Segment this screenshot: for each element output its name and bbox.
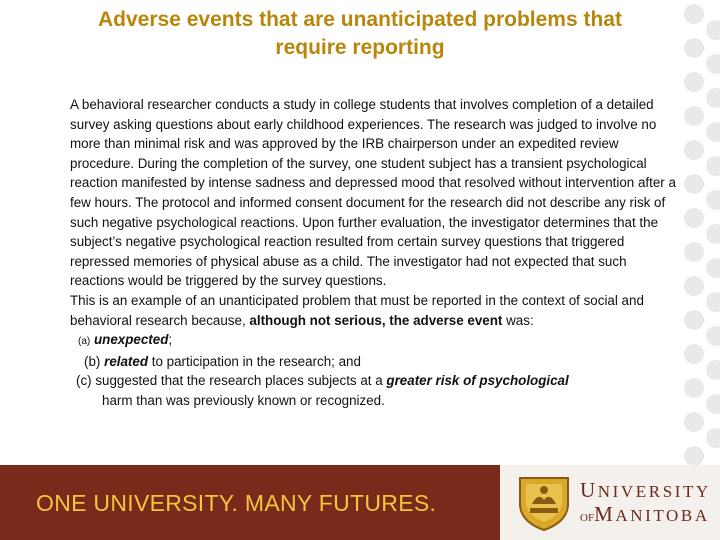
list-item-c-continuation: harm than was previously known or recognized.	[102, 392, 385, 408]
conclusion-paragraph	[70, 291, 682, 330]
slide-body	[70, 95, 682, 411]
slide-title	[20, 6, 700, 62]
list-marker-a: (a)	[78, 336, 91, 348]
conclusion-end: was:	[502, 312, 534, 328]
list-term-c: greater risk of psychological	[386, 373, 569, 389]
crest-icon	[516, 474, 572, 532]
decorative-dots	[680, 0, 720, 465]
conclusion-bold: although not serious, the adverse event	[249, 312, 503, 328]
logo-line-2: OFMANITOBA	[580, 502, 710, 526]
conclusion-text: This is an example of an unanticipated problem that must be reported in the context of social and behavioral research because,	[70, 292, 644, 328]
slide-title-line-2: require reporting	[275, 36, 445, 59]
logo-wordmark	[580, 479, 711, 530]
university-logo	[500, 465, 720, 540]
list-term-a: unexpected	[93, 332, 169, 348]
slide-title-line-1: Adverse events that are unanticipated problems that	[98, 8, 622, 31]
footer-tagline: ONE UNIVERSITY. MANY FUTURES.	[36, 490, 437, 516]
list-before-c: suggested that the research places subjects at a	[91, 373, 387, 389]
list-item-a	[70, 330, 682, 352]
list-item-b	[70, 352, 682, 372]
list-item-c	[70, 371, 682, 391]
list-marker-b: (b)	[84, 353, 101, 369]
footer-bar	[0, 465, 720, 540]
logo-line-1: UNIVERSITY	[580, 478, 711, 502]
list-marker-c: (c)	[76, 373, 92, 389]
list-after-a: ;	[168, 332, 173, 348]
list-term-b: related	[104, 353, 149, 369]
list-after-b: to participation in the research; and	[148, 353, 361, 369]
case-description: A behavioral researcher conducts a study in college students that involves completion of a detailed survey asking questions about early childhood experiences. The research was judged to involve no more than minimal risk and was approved by the IRB chairperson under an expedited review procedure. During the completion of the survey, one student subject has a transient psychological reaction manifested by intense sadness and depressed mood that resolved without intervention after a few hours. The protocol and informed consent document for the research did not describe any risk of such negative psychological reactions. Upon further evaluation, the investigator determines that the subject’s negative psychological reaction resulted from certain survey questions that triggered repressed memories of physical abuse as a child. The investigator had not expected that such reactions would be triggered by the survey questions.	[70, 97, 676, 289]
